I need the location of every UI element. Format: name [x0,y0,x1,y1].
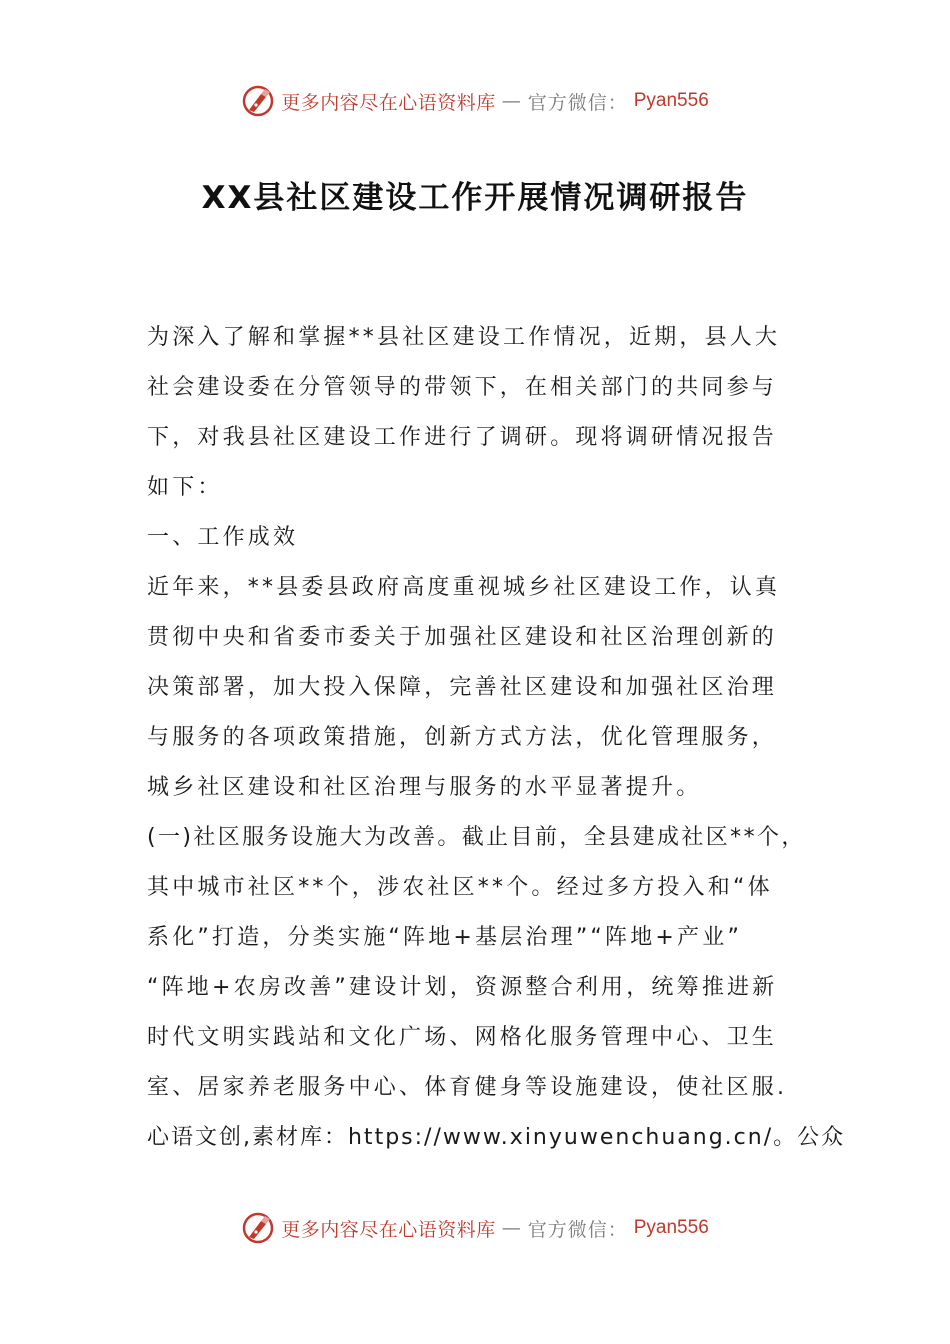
pen-nib-logo-icon [241,84,275,118]
watermark-dash: — [501,1217,522,1239]
body-line: 城乡社区建设和社区治理与服务的水平显著提升。 [147,775,702,800]
promo-url-line: 心语文创,素材库：https://www.xinyuwenchuang.cn/。公众 [147,1125,846,1150]
body-line: 下，对我县社区建设工作进行了调研。现将调研情况报告 [147,425,778,450]
body-line: 其中城市社区**个，涉农社区**个。经过多方投入和“体 [147,875,773,900]
pen-nib-logo-icon [241,1211,275,1245]
watermark-wechat-id: Pyan556 [633,90,709,111]
body-line: “阵地+农房改善”建设计划，资源整合利用，统筹推进新 [147,975,778,1000]
body-line: 决策部署，加大投入保障，完善社区建设和加强社区治理 [147,675,778,700]
watermark-sub-text: 官方微信： [527,91,628,114]
footer-watermark [0,1211,950,1245]
watermark-main-text: 更多内容尽在心语资料库 [281,1218,496,1241]
watermark-wechat-id: Pyan556 [633,1217,709,1238]
body-line: 社会建设委在分管领导的带领下，在相关部门的共同参与 [147,375,778,400]
body-line: 如下： [147,475,223,500]
body-line: 室、居家养老服务中心、体育健身等设施建设，使社区服. [147,1075,788,1100]
subsection-line: (一)社区服务设施大为改善。截止目前，全县建成社区**个， [147,825,806,850]
watermark-main-text: 更多内容尽在心语资料库 [281,91,496,114]
document-body [147,313,846,1163]
body-line: 与服务的各项政策措施，创新方式方法，优化管理服务， [147,725,778,750]
body-line: 时代文明实践站和文化广场、网格化服务管理中心、卫生 [147,1025,778,1050]
body-line: 贯彻中央和省委市委关于加强社区建设和社区治理创新的 [147,625,778,650]
watermark-sub-text: 官方微信： [527,1218,628,1241]
section-heading: 一、工作成效 [147,525,299,550]
body-line: 系化”打造，分类实施“阵地+基层治理”“阵地+产业” [147,925,743,950]
watermark-dash: — [501,90,522,112]
body-line: 近年来，**县委县政府高度重视城乡社区建设工作，认真 [147,575,781,600]
document-title: XX县社区建设工作开展情况调研报告 [201,180,749,216]
header-watermark [0,84,950,118]
body-line: 为深入了解和掌握**县社区建设工作情况，近期，县人大 [147,325,781,350]
